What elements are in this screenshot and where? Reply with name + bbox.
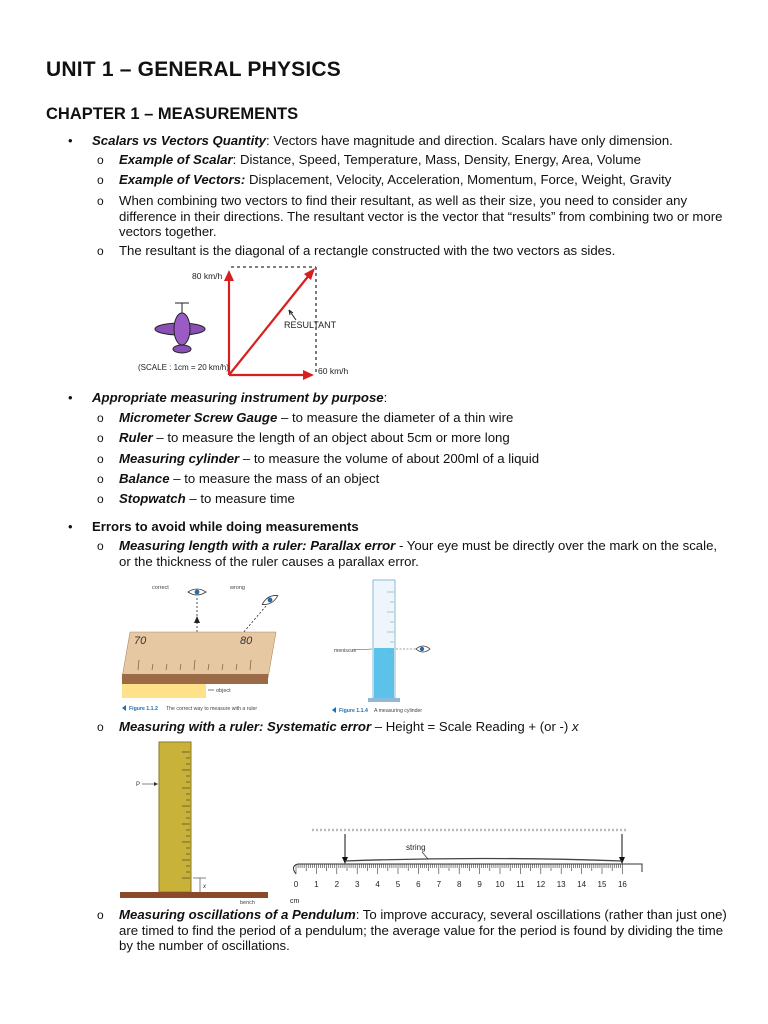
ruler-tick-label: 3 <box>354 880 360 889</box>
resultant-item: The resultant is the diagonal of a rectangle constructed with the two vectors as sides. <box>119 243 616 258</box>
cylinder-caption-text: A measuring cylinder <box>374 708 423 714</box>
bullet-icon: • <box>68 390 73 405</box>
sub-bullet-icon: o <box>97 452 104 466</box>
ruler-tick-label: 6 <box>416 880 421 889</box>
bench-label: bench <box>240 900 255 904</box>
systematic-item: Measuring with a ruler: Systematic error – Height = Scale Reading + (or -) x <box>119 719 579 734</box>
x-label: x <box>203 884 206 890</box>
wrong-label: wrong <box>230 585 245 591</box>
eye-icon <box>416 646 430 652</box>
scale-label: (SCALE : 1cm = 20 km/h) <box>138 363 229 372</box>
sub-bullet-icon: o <box>97 153 104 167</box>
horizontal-arrowhead <box>303 370 314 380</box>
vertical-arrowhead <box>224 270 234 281</box>
ruler-tick-label: 14 <box>577 880 587 889</box>
ruler-tick-label: 1 <box>314 880 319 889</box>
unit-title: UNIT 1 – GENERAL PHYSICS <box>46 58 341 81</box>
sub-bullet-icon: o <box>97 431 104 445</box>
ruler-tick-label: 4 <box>375 880 380 889</box>
figure-caption-text: The correct way to measure with a ruler <box>166 706 258 712</box>
ruler-tick-label: 8 <box>456 880 462 889</box>
ruler-tick-label: 16 <box>617 880 627 889</box>
sub-bullet-icon: o <box>97 908 104 922</box>
stopwatch-item: Stopwatch – to measure time <box>119 491 295 506</box>
p-label: P <box>136 782 141 788</box>
sub-bullet-icon: o <box>97 492 104 506</box>
cylinder-item: Measuring cylinder – to measure the volume of about 200ml of a liquid <box>119 451 540 466</box>
ruler-edge <box>122 674 268 684</box>
label-60: 60 km/h <box>318 366 349 376</box>
sub-bullet-icon: o <box>97 539 104 553</box>
eye-icon <box>188 589 206 595</box>
string-label: string <box>406 843 426 852</box>
cm-label: cm <box>290 898 300 905</box>
correct-label: correct <box>152 585 169 591</box>
cylinder-caption-label: Figure 1.1.4 <box>339 708 368 714</box>
pendulum-item: Measuring oscillations of a Pendulum: To improve accuracy, several oscillations (rather than just one) are timed to find the period of a pendulum; the average value for the period is found by dividing the time by the number of oscillations. <box>119 907 727 953</box>
airplane-icon <box>155 303 205 353</box>
errors-title: Errors to avoid while doing measurements <box>92 519 359 534</box>
meniscus-label: meniscus <box>334 648 356 654</box>
bullet-icon: • <box>68 519 73 534</box>
ruler-tick-label: 7 <box>436 880 442 889</box>
scalars-vectors-item: Scalars vs Vectors Quantity: Vectors have magnitude and direction. Scalars have only dimension. <box>92 133 673 148</box>
object-block <box>122 684 206 698</box>
ruler-tick-label: 10 <box>495 880 505 889</box>
vector-figure <box>136 262 366 382</box>
micrometer-item: Micrometer Screw Gauge – to measure the diameter of a thin wire <box>119 410 514 425</box>
ruler-tick-label: 13 <box>556 880 566 889</box>
parallax-figure <box>118 578 288 714</box>
string-ruler-ticks <box>296 864 622 874</box>
sub-bullet-icon: o <box>97 244 104 258</box>
height-figure <box>120 738 270 904</box>
ruler-tick-label: 15 <box>597 880 607 889</box>
chapter-title: CHAPTER 1 – MEASUREMENTS <box>46 105 299 123</box>
object-label: object <box>216 688 231 694</box>
ruler-tick-label: 9 <box>477 880 482 889</box>
cylinder-figure <box>330 576 450 716</box>
sub-bullet-icon: o <box>97 720 104 734</box>
eye-icon <box>261 593 280 607</box>
sub-bullet-icon: o <box>97 411 104 425</box>
scalar-example-item: Example of Scalar: Distance, Speed, Temperature, Mass, Density, Energy, Area, Volume <box>119 152 641 167</box>
bench-bar <box>120 892 268 898</box>
sub-bullet-icon: o <box>97 472 104 486</box>
ruler-tick-label: 0 <box>293 880 299 889</box>
ruler-tick-label: 12 <box>536 880 546 889</box>
string-ruler-figure <box>282 828 652 906</box>
tick-80: 80 <box>240 635 253 647</box>
instruments-item: Appropriate measuring instrument by purpose: <box>92 390 388 405</box>
sub-bullet-icon: o <box>97 194 104 208</box>
parallax-item: Measuring length with a ruler: Parallax error - Your eye must be directly over the mark on the scale, or the thickness of the ruler causes a parallax error. <box>119 538 718 569</box>
cylinder-liquid <box>374 648 394 698</box>
sub-bullet-icon: o <box>97 173 104 187</box>
vertical-ruler <box>159 742 191 892</box>
ruler-tick-label: 5 <box>395 880 401 889</box>
combining-vectors-item: When combining two vectors to find their resultant, as well as their size, you need to consider any difference in their directions. The resultant vector is the vector that “results” from combining two or more vectors together. <box>119 193 723 239</box>
label-80: 80 km/h <box>192 271 223 281</box>
tick-70: 70 <box>134 635 147 647</box>
vector-example-item: Example of Vectors: Displacement, Velocity, Acceleration, Momentum, Force, Weight, Gravity <box>119 172 672 187</box>
resultant-label: RESULTANT <box>284 320 337 330</box>
string-line <box>345 859 622 862</box>
ruler-tick-label: 11 <box>516 880 525 889</box>
ruler-item: Ruler – to measure the length of an object about 5cm or more long <box>119 430 510 445</box>
figure-caption-label: Figure 1.1.2 <box>129 706 158 712</box>
bullet-icon: • <box>68 133 73 148</box>
balance-item: Balance – to measure the mass of an object <box>119 471 380 486</box>
ruler-tick-label: 2 <box>334 880 340 889</box>
